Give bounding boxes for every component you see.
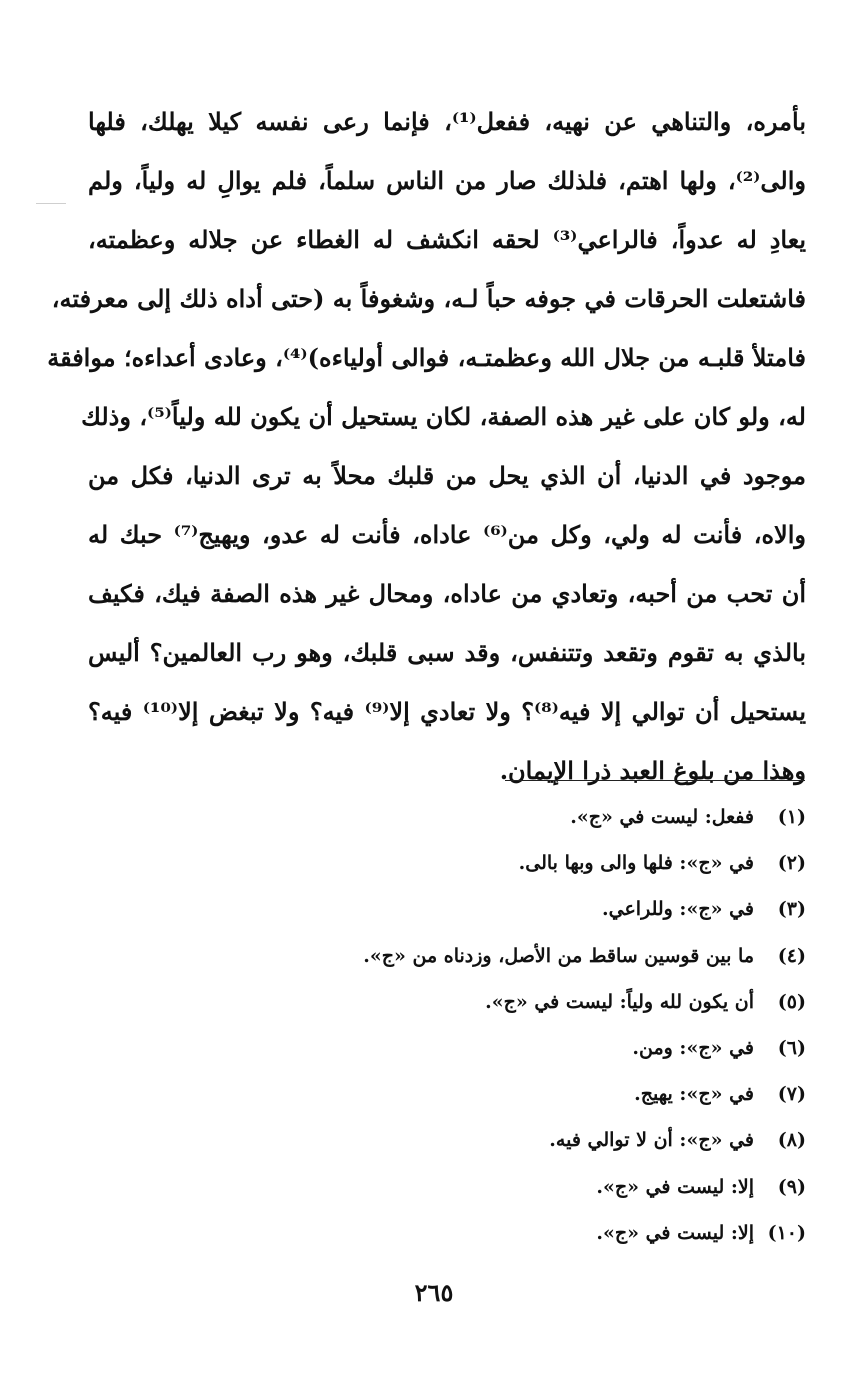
footnote-number: (١)	[777, 806, 806, 828]
footnote-text: في «ج»: يهيج.	[634, 1083, 754, 1106]
footnote-text: إلا: ليست في «ج».	[596, 1221, 754, 1244]
footnote-item	[246, 1117, 806, 1163]
footnote-number: (٢)	[777, 852, 806, 875]
footnote-number: (٧)	[777, 1083, 806, 1106]
text-line: يعادِ له عدواً، فالراعي⁽³⁾ لحقه انكشف له الغطاء عن جلاله وعظمته،	[88, 225, 806, 254]
text-line: فامتلأ قلبـه من جلال الله وعظمتـه، فوالى أولياءه)⁽⁴⁾، وعادى أعداءه؛ موافقة	[47, 343, 806, 372]
footnote-item	[246, 794, 806, 840]
footnote-item	[246, 1025, 806, 1071]
footnote-item	[246, 1210, 806, 1256]
text-line: وهذا من بلوغ العبد ذرا الإيمان.	[499, 756, 806, 785]
footnote-text: في «ج»: أن لا توالي فيه.	[549, 1129, 754, 1152]
text-line: موجود في الدنيا، أن الذي يحل من قلبك محلاً به ترى الدنيا، فكل من	[88, 461, 806, 490]
footnote-text: أن يكون لله ولياً: ليست في «ج».	[485, 990, 754, 1013]
footnote-item	[246, 979, 806, 1025]
footnote-number: (٥)	[777, 990, 806, 1013]
text-line: فاشتعلت الحرقات في جوفه حباً لـه، وشغوفاً به (حتى أداه ذلك إلى معرفته،	[51, 284, 806, 313]
footnote-item	[246, 1071, 806, 1117]
footnote-number: (٦)	[777, 1036, 806, 1059]
footnote-text: في «ج»: وللراعي.	[602, 898, 754, 921]
text-line: بأمره، والتناهي عن نهيه، ففعل⁽¹⁾، فإنما رعى نفسه كيلا يهلك، فلها	[88, 107, 807, 136]
footnote-item	[246, 840, 806, 886]
main-text	[47, 92, 807, 800]
text-line: أن تحب من أحبه، وتعادي من عاداه، ومحال غير هذه الصفة فيك، فكيف	[88, 579, 806, 608]
footnote-item	[246, 1164, 806, 1210]
footnote-number: (٤)	[777, 944, 806, 967]
footnote-item	[246, 933, 806, 979]
text-line: والاه، فأنت له ولي، وكل من⁽⁶⁾ عاداه، فأنت له عدو، ويهيج⁽⁷⁾ حبك له	[88, 520, 806, 549]
footnote-divider	[505, 780, 805, 781]
footnote-text: في «ج»: فلها والى وبها بالى.	[518, 852, 754, 875]
footnote-number: (٨)	[777, 1129, 806, 1152]
footnote-text: ففعل: ليست في «ج».	[570, 806, 754, 828]
footnote-text: في «ج»: ومن.	[632, 1036, 754, 1059]
page-number: ٢٦٥	[414, 1278, 454, 1307]
footnote-text: إلا: ليست في «ج».	[596, 1175, 754, 1198]
footnote-item	[246, 886, 806, 932]
text-line: له، ولو كان على غير هذه الصفة، لكان يستحيل أن يكون لله ولياً⁽⁵⁾، وذلك	[81, 402, 806, 431]
text-line: يستحيل أن توالي إلا فيه⁽⁸⁾؟ ولا تعادي إلا⁽⁹⁾ فيه؟ ولا تبغض إلا⁽¹⁰⁾ فيه؟	[88, 697, 807, 726]
margin-mark	[36, 203, 66, 204]
footnote-text: ما بين قوسين ساقط من الأصل، وزدناه من «ج».	[363, 944, 754, 967]
footnote-number: (٩)	[777, 1175, 806, 1198]
text-line: والى⁽²⁾، ولها اهتم، فلذلك صار من الناس سلماً، فلم يوالِ له ولياً، ولم	[88, 166, 806, 195]
footnotes-list	[246, 794, 806, 1256]
text-line: بالذي به تقوم وتقعد وتتنفس، وقد سبى قلبك، وهو رب العالمين؟ أليس	[88, 638, 806, 667]
footnote-number: (١٠)	[767, 1221, 806, 1244]
footnote-number: (٣)	[777, 898, 806, 921]
